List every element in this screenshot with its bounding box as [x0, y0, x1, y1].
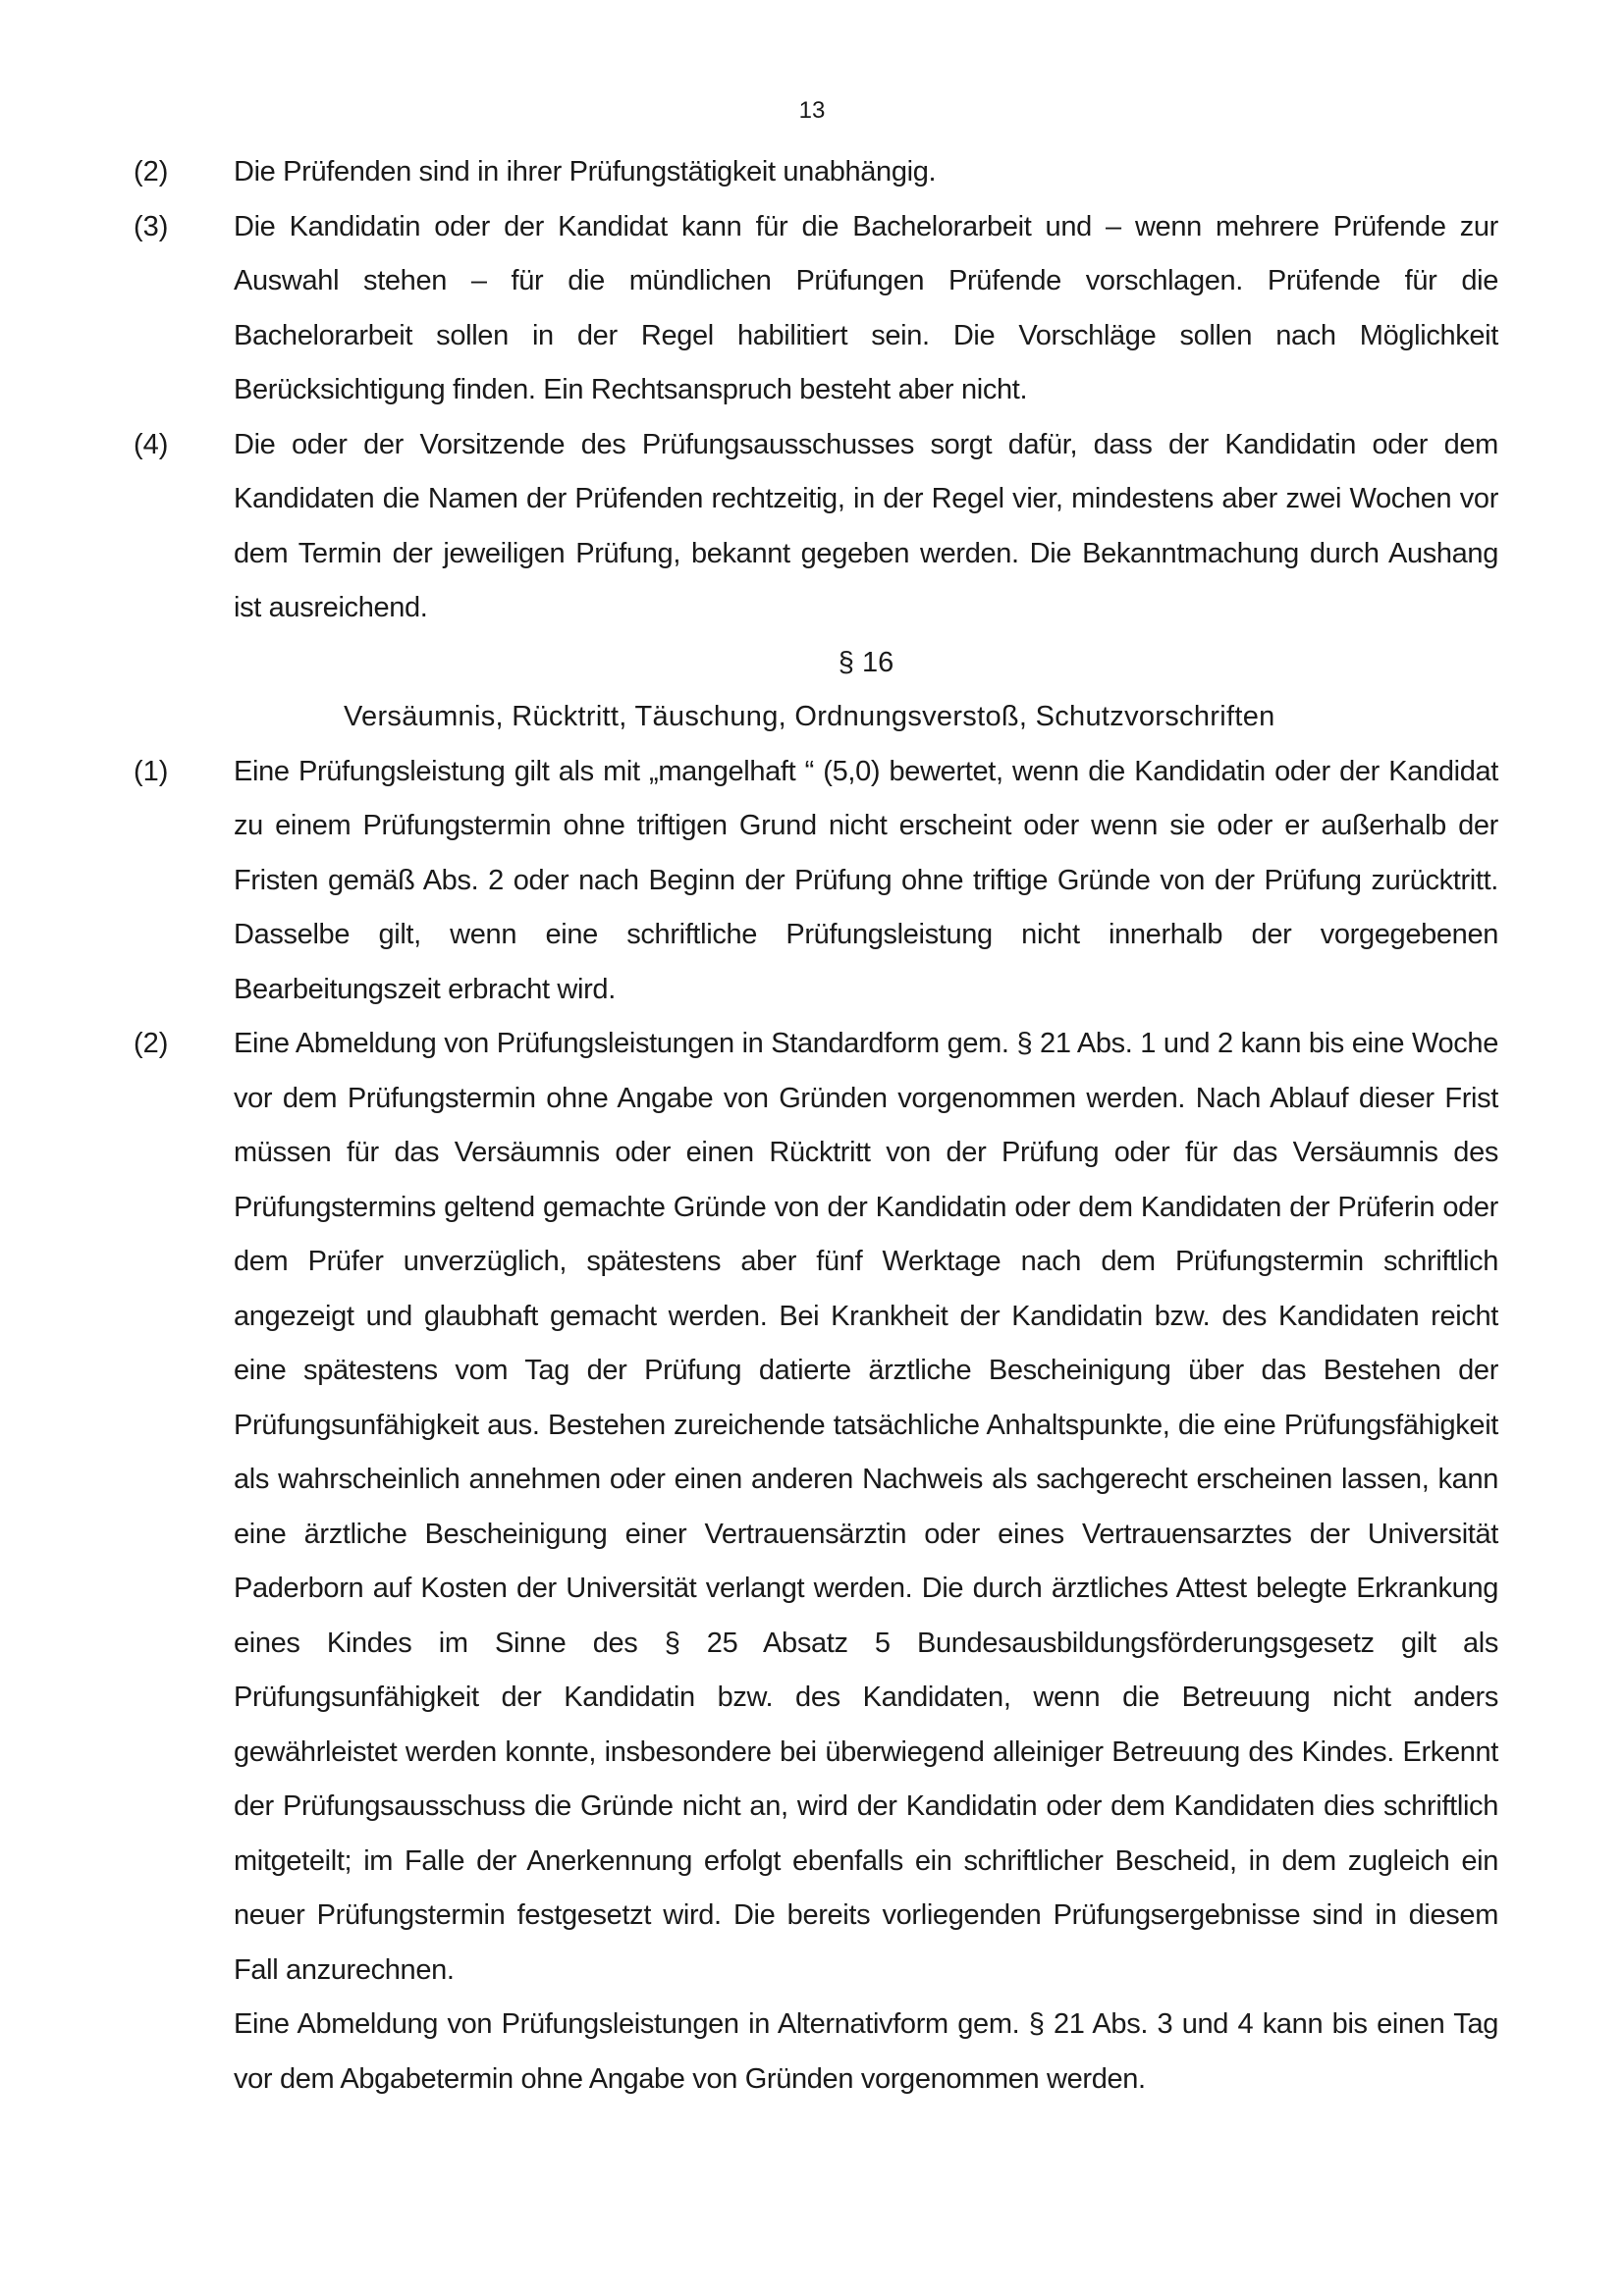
section-number: § 16 — [838, 646, 894, 678]
paragraph-text: Die Kandidatin oder der Kandidat kann für die Bachelorarbeit und – wenn mehrere Prüfende zur Auswahl stehen – für die mündlichen Prüfungen Prüfende vorschlagen. Prüfende für die Bachelorarbeit sollen in der Regel habilitiert sein. Die Vorschläge sollen nach Möglichkeit Berücksichtigung finden. Ein Rechtsanspruch besteht aber nicht. — [234, 210, 1498, 405]
section-paragraph-2 — [134, 1017, 1498, 1998]
paragraph-continuation: Eine Abmeldung von Prüfungsleistungen in Alternativform gem. § 21 Abs. 3 und 4 kann bis einen Tag vor dem Abgabetermin ohne Angabe von Gründen vorgenommen werden. — [234, 2008, 1498, 2095]
paragraph-number: (2) — [134, 156, 169, 187]
page-number: 13 — [798, 97, 826, 124]
document-body — [134, 145, 1498, 2107]
paragraph-3 — [134, 200, 1498, 418]
paragraph-number: (3) — [134, 210, 169, 242]
paragraph-number: (1) — [134, 755, 169, 787]
section-paragraph-1 — [134, 745, 1498, 1018]
paragraph-text: Eine Abmeldung von Prüfungsleistungen in Standardform gem. § 21 Abs. 1 und 2 kann bis eine Woche vor dem Prüfungstermin ohne Angabe von Gründen vorgenommen werden. Nach Ablauf dieser Frist müssen für das Versäumnis oder einen Rücktritt von der Prüfung oder für das Versäumnis des Prüfungstermins geltend gemachte Gründe von der Kandidatin oder dem Kandidaten der Prüferin oder dem Prüfer unverzüglich, spätestens aber fünf Werktage nach dem Prüfungstermin schriftlich angezeigt und glaubhaft gemacht werden. Bei Krankheit der Kandidatin bzw. des Kandidaten reicht eine spätestens vom Tag der Prüfung datierte ärztliche Bescheinigung über das Bestehen der Prüfungsunfähigkeit aus. Bestehen zureichende tatsächliche Anhaltspunkte, die eine Prüfungsfähigkeit als wahrscheinlich annehmen oder einen anderen Nachweis als sachgerecht erscheinen lassen, kann eine ärztliche Bescheinigung einer Vertrauensärztin oder eines Vertrauensarztes der Universität Paderborn auf Kosten der Universität verlangt werden. Die durch ärztliches Attest belegte Erkrankung eines Kindes im Sinne des § 25 Absatz 5 Bundesausbildungsförderungsgesetz gilt als Prüfungsunfähigkeit der Kandidatin bzw. des Kandidaten, wenn die Betreuung nicht anders gewährleistet werden konnte, insbesondere bei überwiegend alleiniger Betreuung des Kindes. Erkennt der Prüfungsausschuss die Gründe nicht an, wird der Kandidatin oder dem Kandidaten dies schriftlich mitgeteilt; im Falle der Anerkennung erfolgt ebenfalls ein schriftlicher Bescheid, in dem zugleich ein neuer Prüfungstermin festgesetzt wird. Die bereits vorliegenden Prüfungsergebnisse sind in diesem Fall anzurechnen. — [234, 1028, 1498, 1986]
paragraph-text: Die Prüfenden sind in ihrer Prüfungstätigkeit unabhängig. — [234, 156, 937, 187]
paragraph-4 — [134, 418, 1498, 636]
section-title: Versäumnis, Rücktritt, Täuschung, Ordnungsverstoß, Schutzvorschriften — [344, 701, 1275, 732]
paragraph-2 — [134, 145, 1498, 200]
paragraph-text: Eine Prüfungsleistung gilt als mit „mangelhaft “ (5,0) bewertet, wenn die Kandidatin oder der Kandidat zu einem Prüfungstermin ohne triftigen Grund nicht erscheint oder wenn sie oder er außerhalb der Fristen gemäß Abs. 2 oder nach Beginn der Prüfung ohne triftige Gründe von der Prüfung zurücktritt. Dasselbe gilt, wenn eine schriftliche Prüfungsleistung nicht innerhalb der vorgegebenen Bearbeitungszeit erbracht wird. — [234, 755, 1498, 1005]
paragraph-number: (4) — [134, 428, 169, 460]
paragraph-number: (2) — [134, 1028, 169, 1059]
paragraph-text: Die oder der Vorsitzende des Prüfungsausschusses sorgt dafür, dass der Kandidatin oder dem Kandidaten die Namen der Prüfenden rechtzeitig, in der Regel vier, mindestens aber zwei Wochen vor dem Termin der jeweiligen Prüfung, bekannt gegeben werden. Die Bekanntmachung durch Aushang ist ausreichend. — [234, 428, 1498, 623]
